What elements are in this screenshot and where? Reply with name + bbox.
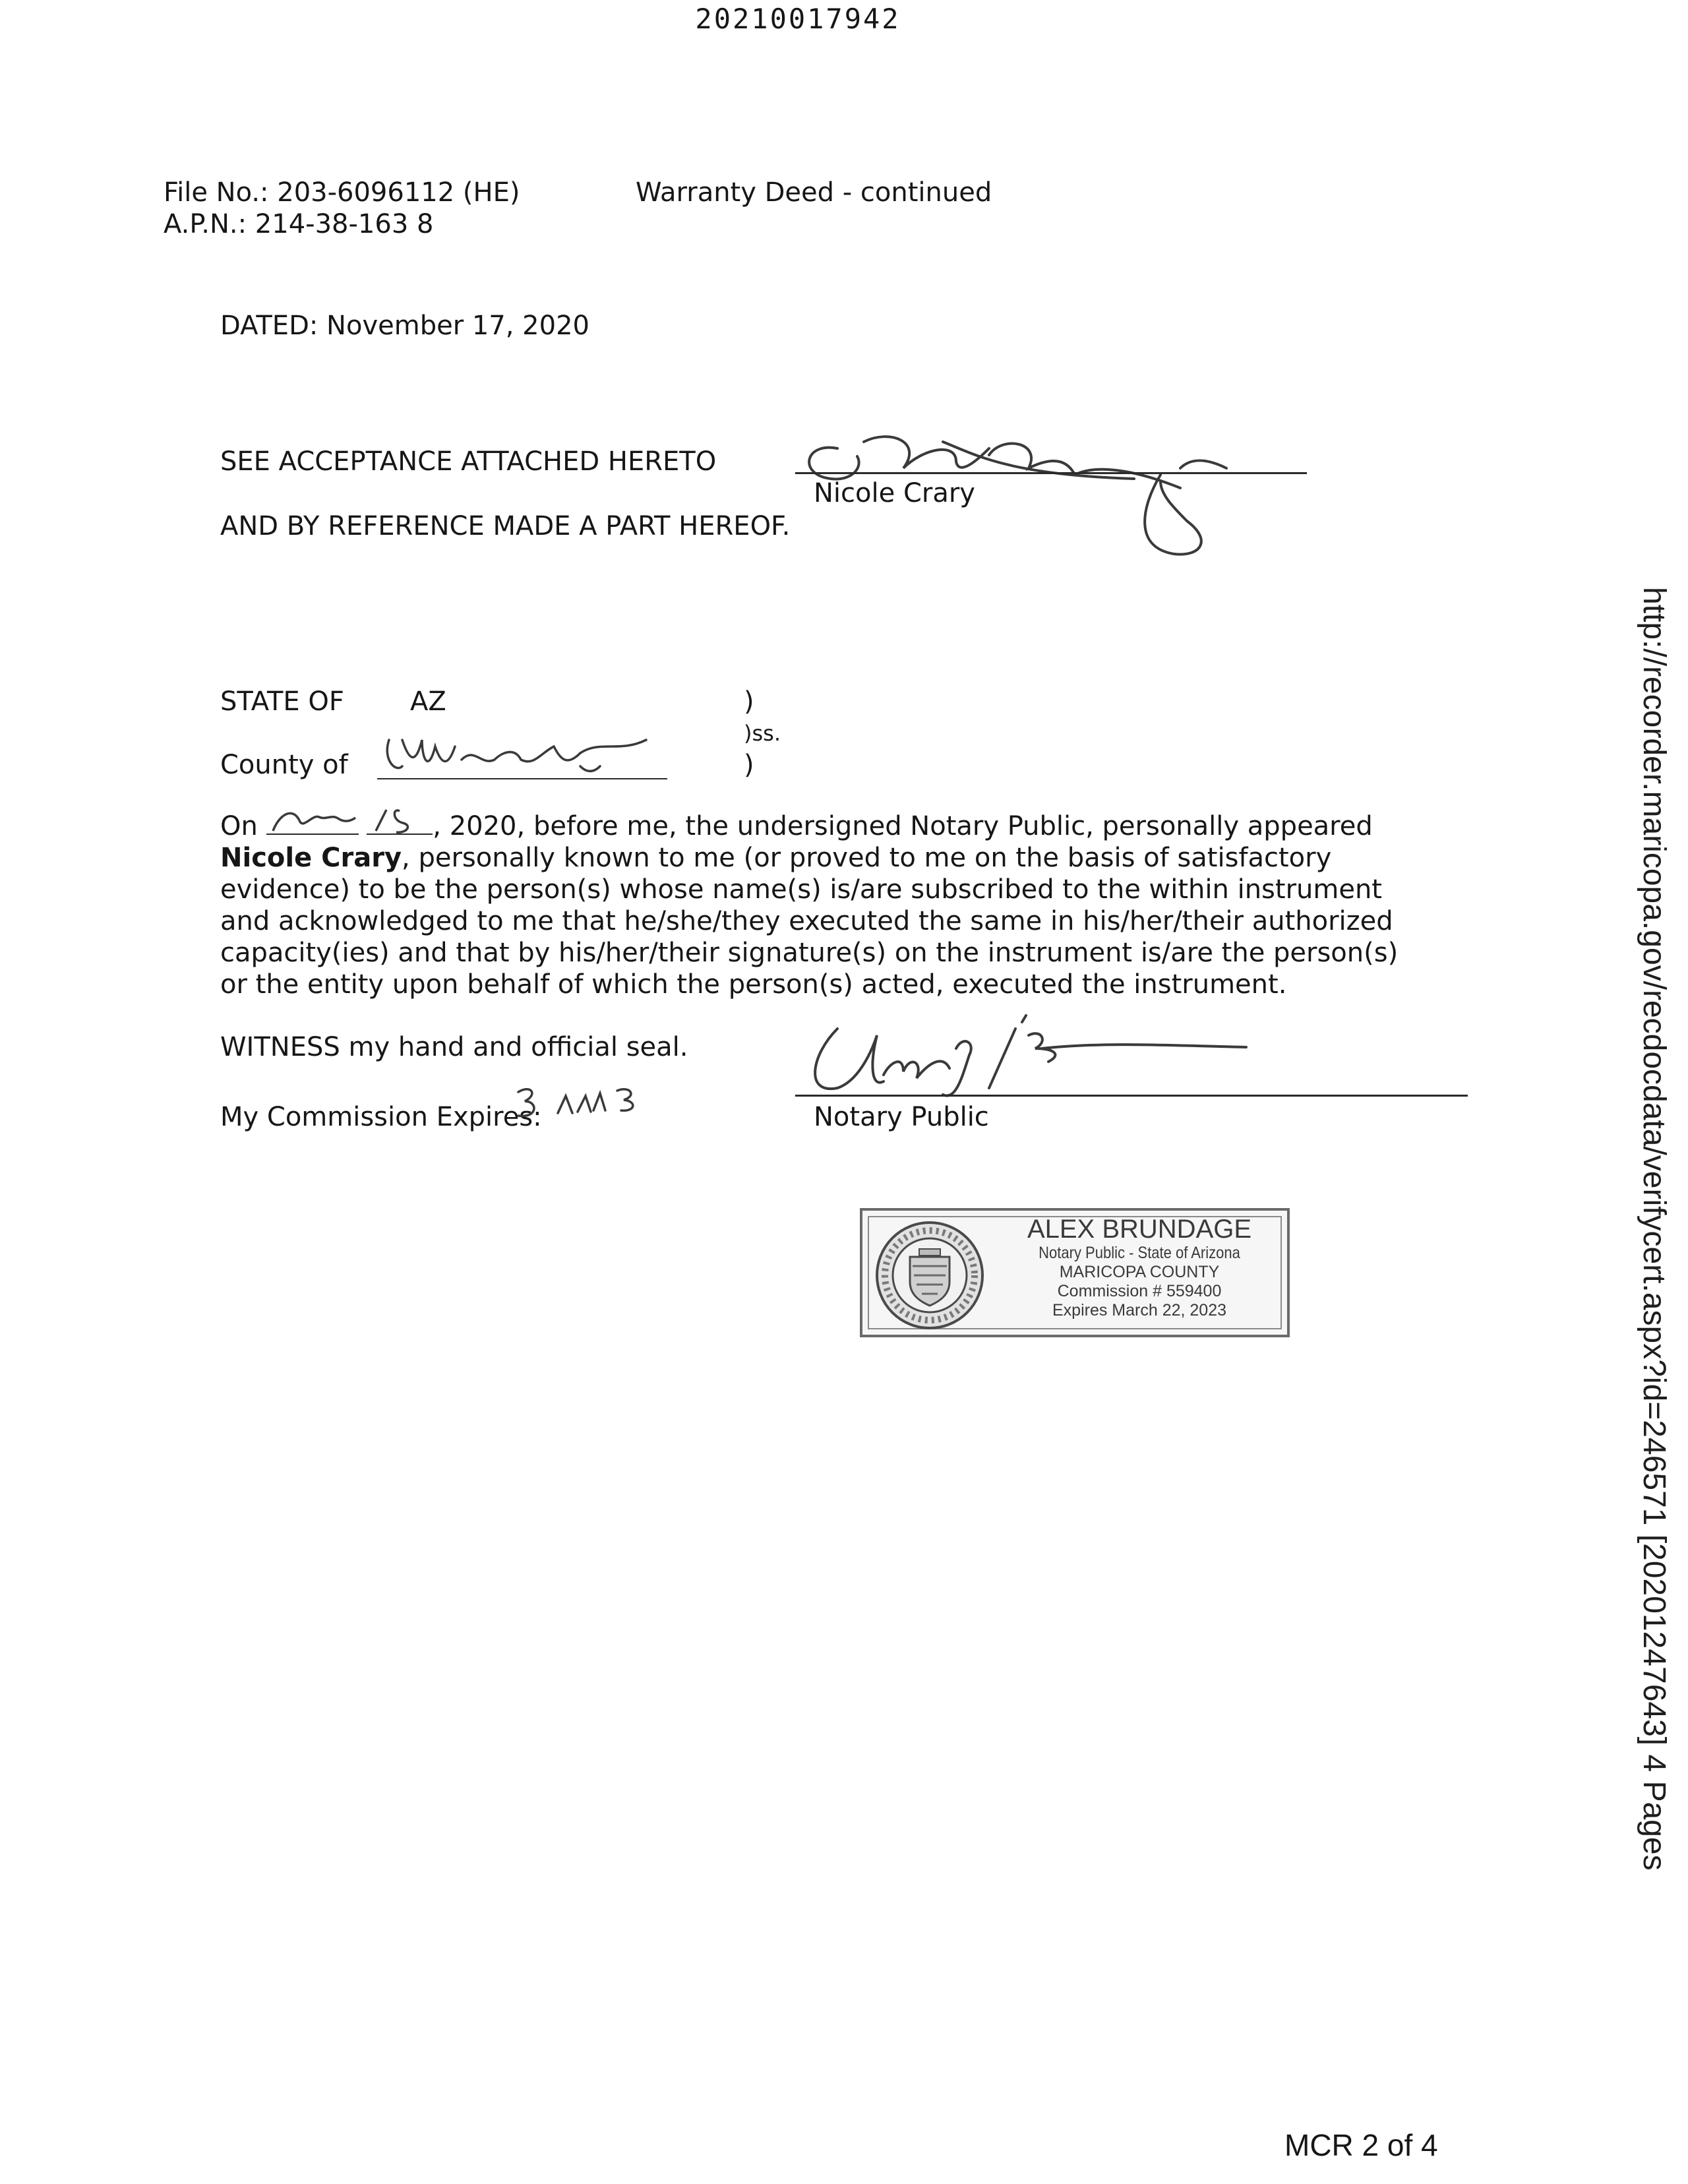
stamp-line-4: Expires March 22, 2023 bbox=[1052, 1301, 1227, 1320]
arizona-seal-icon bbox=[873, 1219, 986, 1332]
document-title: Warranty Deed - continued bbox=[636, 177, 992, 208]
notary-public-label: Notary Public bbox=[814, 1102, 989, 1132]
state-value: AZ bbox=[410, 686, 446, 717]
witness-line: WITNESS my hand and official seal. bbox=[220, 1032, 688, 1062]
document-number: 20210017942 bbox=[695, 3, 901, 35]
ack-year-text: , 2020, before me, the undersigned Notary Public, personally appeared bbox=[433, 811, 1373, 841]
stamp-line-1: Notary Public - State of Arizona bbox=[1039, 1244, 1240, 1262]
grantor-signature-line bbox=[795, 472, 1307, 474]
acceptance-line-1: SEE ACCEPTANCE ATTACHED HERETO bbox=[220, 446, 717, 477]
stamp-text-block bbox=[1008, 1215, 1271, 1320]
recorder-verification-url: http://recorder.maricopa.gov/recdocdata/verifycert.aspx?id=246571 [20201247643] 4 Pages bbox=[1637, 587, 1672, 1871]
county-label: County of bbox=[220, 750, 348, 780]
stamp-notary-name: ALEX BRUNDAGE bbox=[1027, 1215, 1252, 1244]
county-handwriting bbox=[382, 727, 659, 786]
apn-number: A.P.N.: 214-38-163 8 bbox=[164, 209, 434, 239]
venue-bracket-bottom: ) bbox=[744, 750, 754, 780]
stamp-line-2: MARICOPA COUNTY bbox=[1059, 1263, 1220, 1281]
ack-on: On bbox=[220, 811, 258, 841]
venue-bracket-top: ) bbox=[744, 686, 754, 717]
page-footer: MCR 2 of 4 bbox=[1284, 2128, 1438, 2162]
commission-handwriting bbox=[512, 1081, 657, 1128]
ack-body: , personally known to me (or proved to me on the basis of satisfactory evidence) to be the person(s) whose name(s) is/are subscribed to the within instrument and acknowledged to me that he/she/they executed the same in his/her/their authorized capacity(ies) and that by his/her/their signature(s) on the instrument is/are the person(s) or the entity upon behalf of which the person(s) acted, executed the instrument. bbox=[220, 843, 1399, 1000]
notary-signature bbox=[798, 1009, 1259, 1101]
acknowledgment-paragraph bbox=[220, 810, 1420, 1000]
stamp-line-3: Commission # 559400 bbox=[1057, 1282, 1222, 1300]
acceptance-line-2: AND BY REFERENCE MADE A PART HEREOF. bbox=[220, 511, 791, 541]
state-label: STATE OF bbox=[220, 686, 344, 717]
day-blank bbox=[367, 810, 433, 835]
commission-label: My Commission Expires: bbox=[220, 1102, 542, 1132]
file-number: File No.: 203-6096112 (HE) bbox=[164, 177, 520, 208]
signer-name: Nicole Crary bbox=[814, 478, 975, 508]
month-blank bbox=[266, 810, 359, 835]
notary-stamp bbox=[860, 1208, 1290, 1337]
venue-ss: )ss. bbox=[744, 721, 781, 746]
dated-line: DATED: November 17, 2020 bbox=[220, 311, 589, 341]
ack-signer-name: Nicole Crary bbox=[220, 843, 402, 873]
notary-signature-line bbox=[795, 1095, 1468, 1097]
